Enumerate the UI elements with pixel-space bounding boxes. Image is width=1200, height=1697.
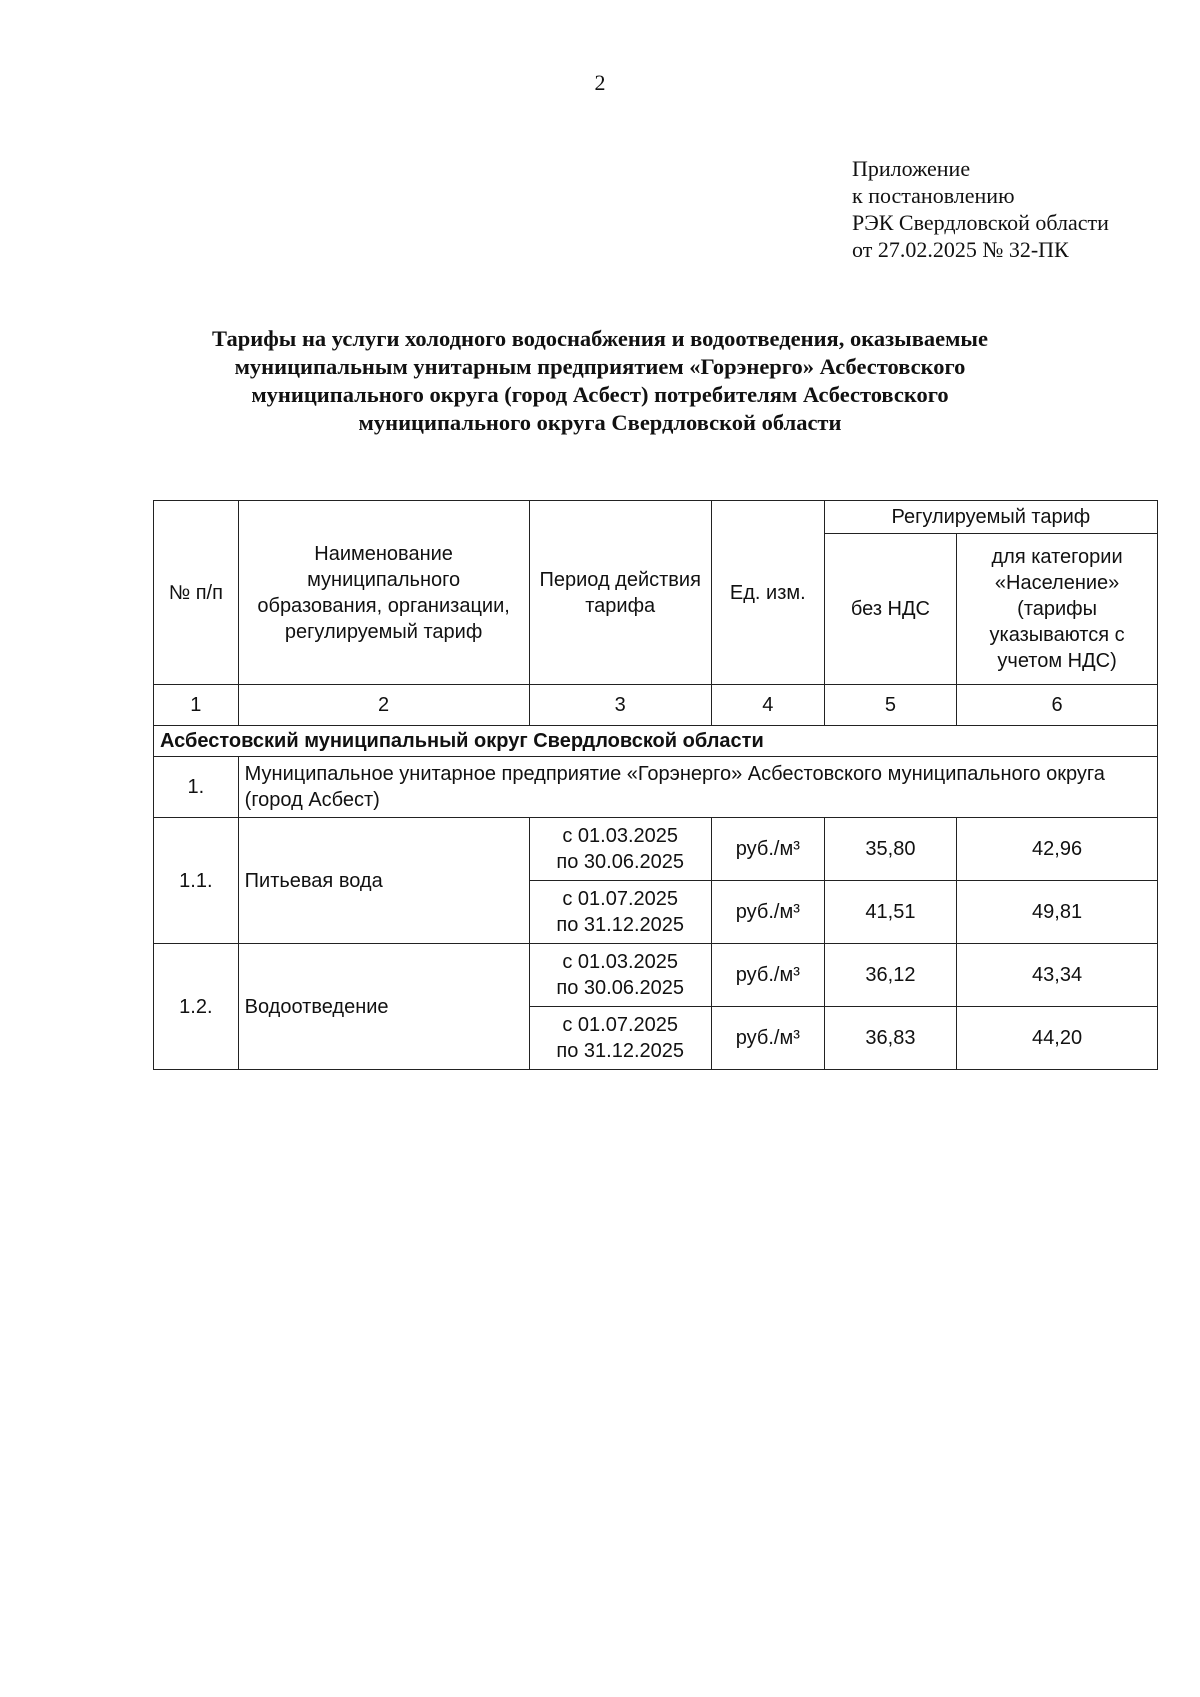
title-line: Тарифы на услуги холодного водоснабжения и водоотведения, оказываемые <box>212 326 988 351</box>
appendix-line: РЭК Свердловской области <box>852 210 1109 235</box>
no-vat-cell: 36,12 <box>824 944 956 1007</box>
section-title: Асбестовский муниципальный округ Свердловской области <box>154 726 1158 757</box>
column-number: 6 <box>957 685 1158 726</box>
column-number: 4 <box>711 685 824 726</box>
document-title <box>150 325 1050 437</box>
period-to: по 30.06.2025 <box>556 851 684 873</box>
column-numbers-row <box>154 685 1158 726</box>
table-row <box>154 818 1158 881</box>
period-cell <box>529 881 711 944</box>
unit-cell: руб./м³ <box>711 881 824 944</box>
header-name: Наименование муниципального образования, организации, регулируемый тариф <box>238 501 529 685</box>
period-cell <box>529 944 711 1007</box>
period-from: с 01.07.2025 <box>562 1014 679 1036</box>
no-vat-cell: 36,83 <box>824 1007 956 1070</box>
service-number: 1.2. <box>154 944 239 1070</box>
header-unit: Ед. изм. <box>711 501 824 685</box>
population-cell: 49,81 <box>957 881 1158 944</box>
organization-number: 1. <box>154 757 239 818</box>
population-cell: 42,96 <box>957 818 1158 881</box>
appendix-line: Приложение <box>852 156 971 181</box>
period-to: по 31.12.2025 <box>556 1040 684 1062</box>
title-line: муниципальным унитарным предприятием «Горэнерго» Асбестовского <box>234 354 966 379</box>
page-number: 2 <box>594 70 606 95</box>
period-from: с 01.03.2025 <box>562 825 679 847</box>
title-line: муниципального округа Свердловской области <box>358 410 842 435</box>
period-to: по 31.12.2025 <box>556 914 684 936</box>
header-number: № п/п <box>154 501 239 685</box>
column-number: 5 <box>824 685 956 726</box>
period-cell <box>529 818 711 881</box>
column-number: 2 <box>238 685 529 726</box>
appendix-line: от 27.02.2025 № 32-ПК <box>852 237 1069 262</box>
section-row <box>154 726 1158 757</box>
service-name: Водоотведение <box>238 944 529 1070</box>
service-name: Питьевая вода <box>238 818 529 944</box>
period-to: по 30.06.2025 <box>556 977 684 999</box>
unit-cell: руб./м³ <box>711 1007 824 1070</box>
table-row <box>154 944 1158 1007</box>
no-vat-cell: 41,51 <box>824 881 956 944</box>
tariffs-table <box>153 500 1158 1070</box>
organization-row <box>154 757 1158 818</box>
header-no-vat: без НДС <box>824 534 956 685</box>
appendix-block <box>852 155 1109 263</box>
population-cell: 44,20 <box>957 1007 1158 1070</box>
population-cell: 43,34 <box>957 944 1158 1007</box>
period-from: с 01.07.2025 <box>562 888 679 910</box>
column-number: 1 <box>154 685 239 726</box>
column-number: 3 <box>529 685 711 726</box>
title-line: муниципального округа (город Асбест) потребителям Асбестовского <box>251 382 949 407</box>
appendix-line: к постановлению <box>852 183 1015 208</box>
header-period: Период действия тарифа <box>529 501 711 685</box>
header-regulated-tariff: Регулируемый тариф <box>824 501 1157 534</box>
period-cell <box>529 1007 711 1070</box>
no-vat-cell: 35,80 <box>824 818 956 881</box>
unit-cell: руб./м³ <box>711 944 824 1007</box>
unit-cell: руб./м³ <box>711 818 824 881</box>
period-from: с 01.03.2025 <box>562 951 679 973</box>
header-row <box>154 501 1158 534</box>
header-population: для категории «Население» (тарифы указываются с учетом НДС) <box>957 534 1158 685</box>
service-number: 1.1. <box>154 818 239 944</box>
organization-name: Муниципальное унитарное предприятие «Горэнерго» Асбестовского муниципального округа (город Асбест) <box>238 757 1157 818</box>
